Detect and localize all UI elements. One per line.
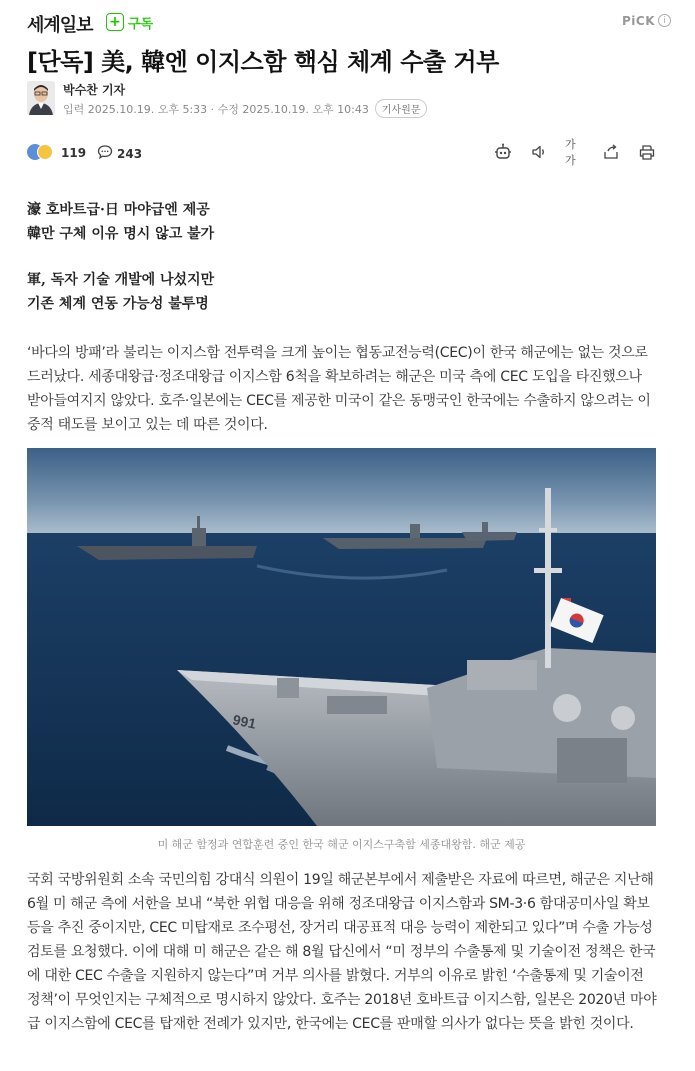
reporter-name[interactable]: 박수찬 기자 (63, 83, 126, 97)
comment-bubble-icon (97, 144, 113, 164)
article-paragraph: ‘바다의 방패’라 불리는 이지스함 전투력을 크게 높이는 협동교전능력(CEC)이 한국 해군에는 없는 것으로 드러났다. 세종대왕급·정조대왕급 이지스함 6척을 확보하려는 해군은 미국 측에 CEC 도입을 타진했으나 받아들여지지 않았다. 호주·일본에는 CEC를 제공한 미국이 같은 동맹국인 한국에는 수출하지 않으려는 이중적 태도를 보이고 있는 데 따른 것이다. (27, 345, 651, 433)
reporter-avatar[interactable] (27, 81, 55, 115)
press-header (0, 0, 695, 44)
press-logo[interactable]: 세계일보 (27, 15, 93, 36)
comment-count: 243 (117, 147, 143, 161)
article-paragraph: 국회 국방위원회 소속 국민의힘 강대식 의원이 19일 해군본부에서 제출받은 자료에 따르면, 해군은 지난해 6월 미 해군 측에 서한을 보내 “북한 위협 대응을 위해 정조대왕급 이지스함과 SM-3·6 함대공미사일 확보 등을 추진 중이지만, CEC 미탑재로 조수평선, 장거리 대공표적 대응 능력이 제한되고 있다”며 수출 가능성 검토를 요청했다. 이에 대해 미 해군은 같은 해 8월 답신에서 “미 정부의 수출통제 및 기술이전 정책은 한국에 대한 CEC 수출을 지원하지 않는다”며 거부 의사를 밝혔다. 거부의 이유로 밝힌 ‘수출통제 및 기술이전 정책’이 무엇인지는 구체적으로 명시하지 않았다. 호주는 2018년 호바트급 이지스함, 일본은 2020년 마야급 이지스함에 CEC를 탑재한 전례가 있지만, 한국에는 CEC를 판매할 의사가 없다는 뜻을 밝힌 것이다. (27, 872, 657, 1032)
robot-audio-icon[interactable] (493, 142, 513, 162)
subtitle-line: 기존 체계 연동 가능성 불투명 (27, 296, 209, 312)
pick-label: PiCK (621, 14, 655, 28)
tool-icons (493, 138, 657, 167)
original-article-button[interactable]: 기사원문 (375, 99, 428, 118)
font-size-icon[interactable] (565, 138, 585, 167)
article-dates (63, 99, 427, 118)
subtitle-line: 軍, 독자 기술 개발에 나섰지만 (27, 272, 215, 288)
speaker-icon[interactable] (529, 142, 549, 162)
article-toolbar (27, 138, 657, 167)
comment-button[interactable] (97, 144, 142, 164)
subscribe-label: 구독 (128, 16, 154, 32)
subtitle-line: 韓만 구체 이유 명시 않고 불가 (27, 226, 215, 242)
font-size-label: 가가 (565, 138, 576, 167)
article-photo[interactable] (27, 448, 656, 826)
reaction-emoji-icon (27, 144, 57, 162)
subtitle-line: 濠 호바트급·日 마야급엔 제공 (27, 202, 210, 218)
article-subtitle (27, 198, 214, 316)
reaction-count: 119 (61, 146, 87, 160)
print-icon[interactable] (637, 142, 657, 162)
share-icon[interactable] (601, 142, 621, 162)
subscribe-button[interactable] (106, 12, 153, 32)
plus-icon: + (106, 13, 124, 31)
hull-number: 991 (231, 711, 258, 732)
byline (27, 81, 667, 117)
article-title: [단독] 美, 韓엔 이지스함 핵심 체계 수출 거부 (27, 48, 499, 76)
date-text: 입력 2025.10.19. 오후 5:33 · 수정 2025.10.19. 오후 10:43 (63, 102, 369, 116)
info-icon[interactable]: i (658, 14, 671, 27)
reaction-button[interactable] (27, 144, 86, 162)
photo-caption: 미 해군 함정과 연합훈련 중인 한국 해군 이지스구축함 세종대왕함. 해군 제공 (157, 838, 526, 851)
